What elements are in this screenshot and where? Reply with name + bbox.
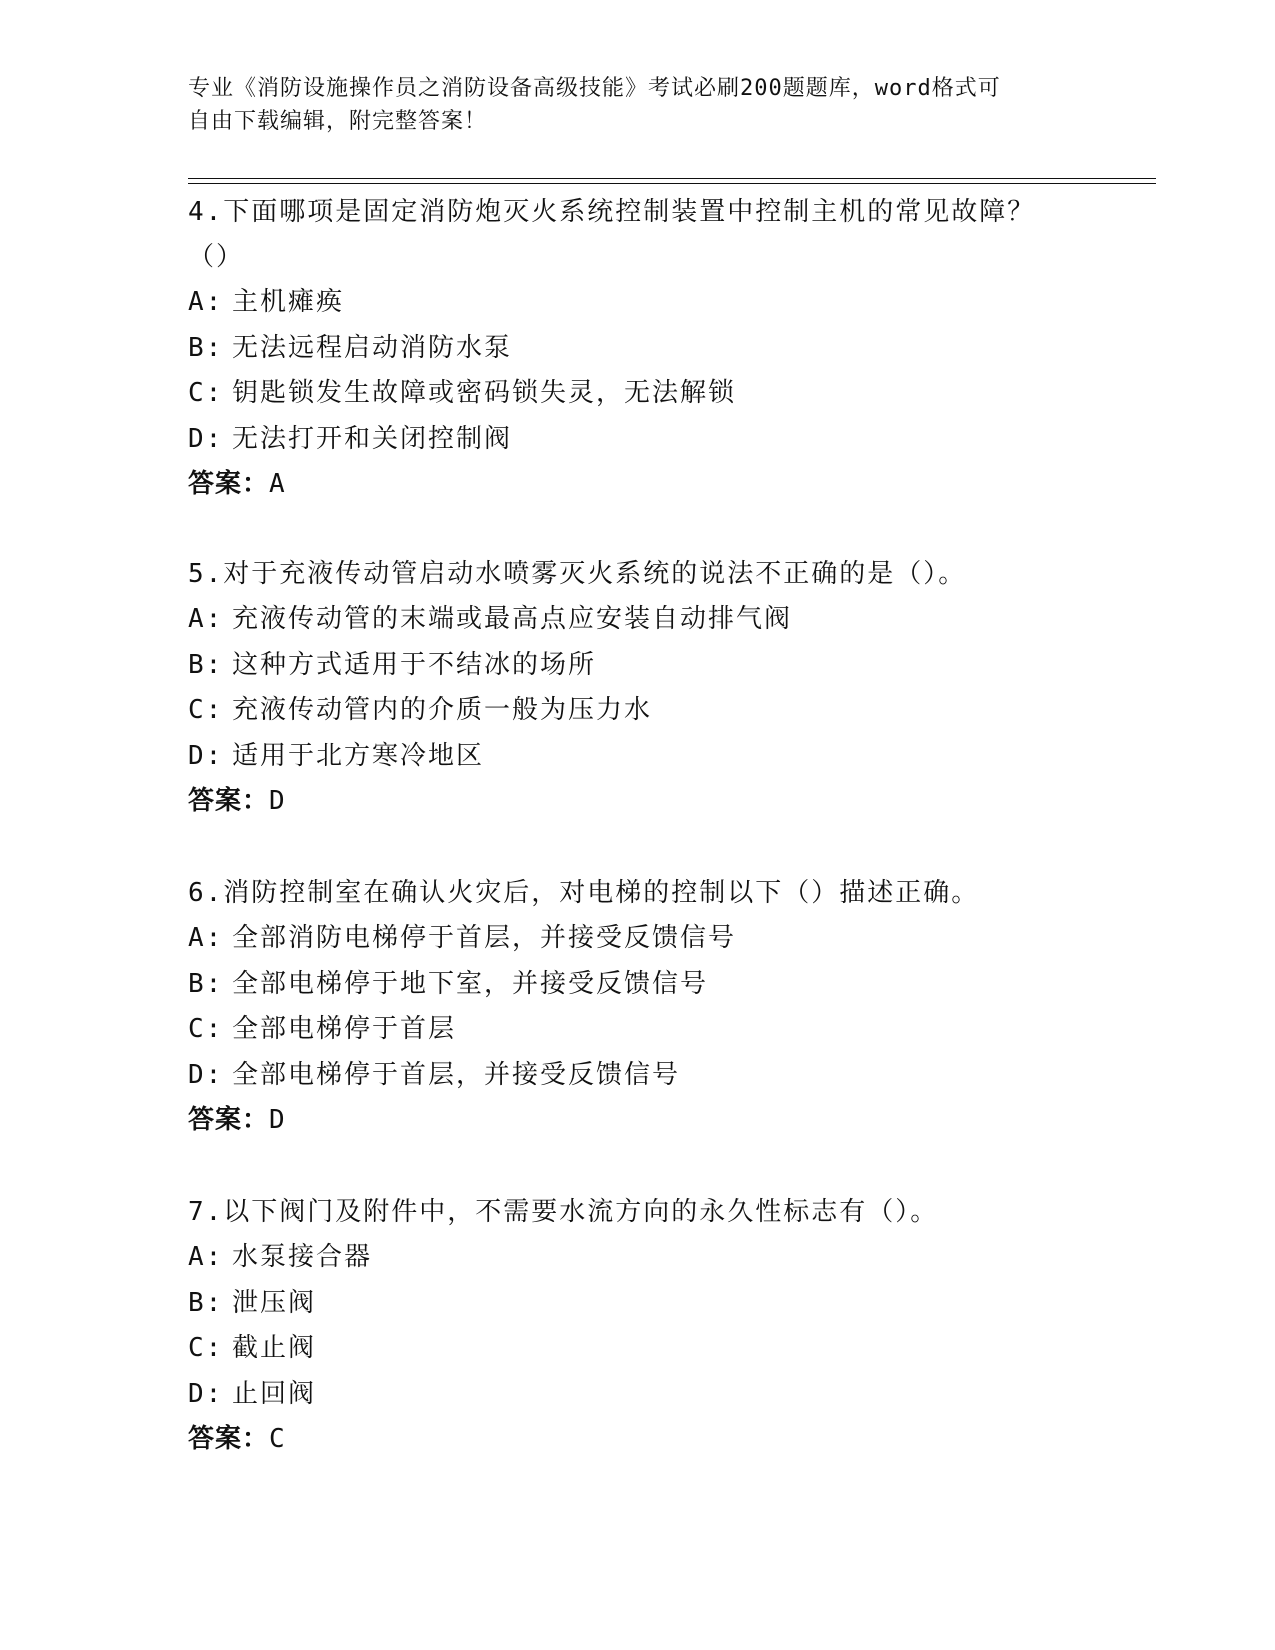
option-letter: B: [188,332,224,363]
header-divider-top [188,178,1156,179]
option-letter: C: [188,1014,224,1044]
answer-label: 答案： [188,786,270,816]
option-text: 全部消防电梯停于首层，并接受反馈信号 [232,923,737,953]
option-text: 无法打开和关闭控制阀 [232,423,513,454]
option-c [188,688,1088,734]
option-c [188,371,1088,417]
option-text: 充液传动管的末端或最高点应安装自动排气阀 [232,604,793,634]
option-d [188,1053,1088,1099]
option-text: 全部电梯停于首层 [232,1014,457,1044]
option-text: 全部电梯停于地下室，并接受反馈信号 [232,968,709,999]
question-4 [188,190,1088,507]
answer-label: 答案： [188,469,270,499]
option-d [188,1372,1088,1418]
option-letter: A: [188,287,224,317]
question-7 [188,1190,1088,1462]
option-text: 主机瘫痪 [232,287,345,317]
option-text: 水泵接合器 [232,1242,373,1272]
question-stem: 7.以下阀门及附件中，不需要水流方向的永久性标志有（）。 [188,1197,939,1227]
option-letter: B: [188,649,224,680]
option-c [188,1007,1088,1053]
answer-value: A [269,469,286,499]
option-letter: B: [188,1287,224,1318]
question-stem: 5.对于充液传动管启动水喷雾灭火系统的说法不正确的是（）。 [188,559,967,589]
option-letter: D: [188,423,224,454]
option-text: 截止阀 [232,1333,317,1363]
option-letter: C: [188,378,224,408]
question-stem: 4.下面哪项是固定消防炮灭火系统控制装置中控制主机的常见故障？ [188,197,1036,227]
option-b [188,326,1088,372]
option-text: 全部电梯停于首层，并接受反馈信号 [232,1059,681,1090]
option-letter: C: [188,695,224,725]
option-letter: A: [188,1242,224,1272]
question-stem: 6.消防控制室在确认火灾后，对电梯的控制以下（）描述正确。 [188,878,980,908]
header-divider-bottom [188,183,1156,184]
option-text: 适用于北方寒冷地区 [232,740,485,771]
option-a [188,1235,1088,1281]
answer-line [188,1417,1088,1462]
option-letter: D: [188,1059,224,1090]
option-letter: D: [188,1378,224,1409]
option-letter: D: [188,740,224,771]
answer-label: 答案： [188,1424,270,1454]
option-text: 止回阀 [232,1378,317,1409]
option-d [188,417,1088,463]
option-b [188,643,1088,689]
option-letter: C: [188,1333,224,1363]
option-text: 这种方式适用于不结冰的场所 [232,649,597,680]
document-header [188,72,1068,138]
option-b [188,962,1088,1008]
option-text: 无法远程启动消防水泵 [232,332,513,363]
answer-value: D [269,1105,286,1135]
answer-line [188,462,1088,507]
option-letter: B: [188,968,224,999]
answer-line [188,779,1088,824]
answer-line [188,1098,1088,1143]
option-d [188,734,1088,780]
option-a [188,280,1088,326]
header-line-1: 专业《消防设施操作员之消防设备高级技能》考试必刷200题题库，word格式可 [188,76,1001,101]
answer-value: C [269,1424,286,1454]
option-c [188,1326,1088,1372]
option-text: 钥匙锁发生故障或密码锁失灵，无法解锁 [232,378,737,408]
question-6 [188,871,1088,1143]
option-letter: A: [188,604,224,634]
answer-label: 答案： [188,1105,270,1135]
option-text: 泄压阀 [232,1287,317,1318]
option-a [188,916,1088,962]
question-stem-continued: （） [188,242,245,272]
option-text: 充液传动管内的介质一般为压力水 [232,695,653,725]
option-b [188,1281,1088,1327]
header-line-2: 自由下载编辑，附完整答案！ [188,109,488,134]
question-5 [188,552,1088,824]
answer-value: D [269,786,286,816]
option-letter: A: [188,923,224,953]
option-a [188,597,1088,643]
